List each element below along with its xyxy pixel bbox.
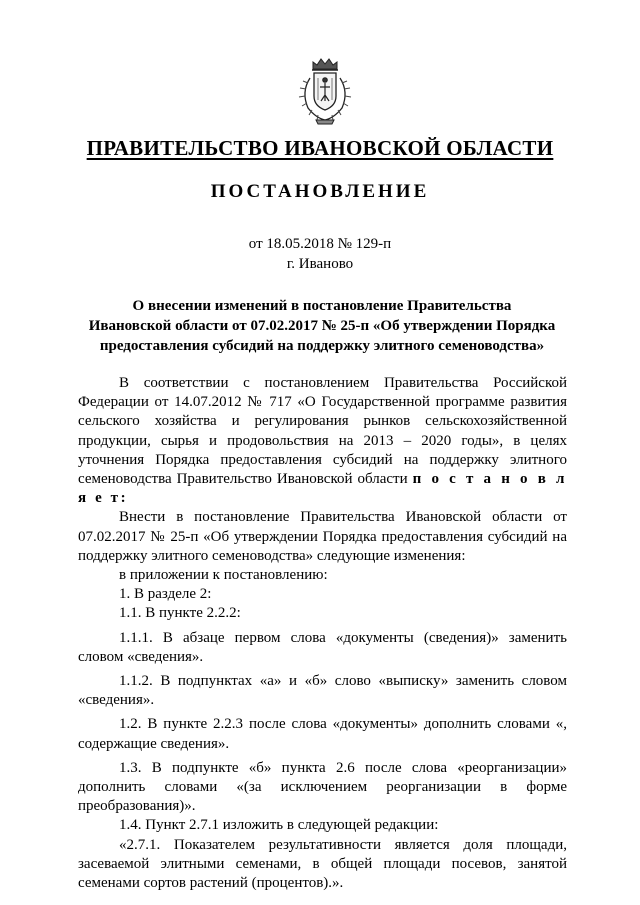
document-date-number: от 18.05.2018 № 129-п — [248, 236, 392, 252]
document-subject — [72, 296, 572, 356]
paragraph-1-3: 1.3. В подпункте «б» пункта 2.6 после слова «реорганизации» дополнить словами «(за исключением реорганизации в форме преобразования)». — [78, 759, 567, 815]
paragraph-1: 1. В разделе 2: — [119, 586, 212, 603]
paragraph-2-7-1: «2.7.1. Показателем результативности является доля площади, засеваемой элитными семенами, в общей площади посевов, занятой семенами сортов растений (процентов).». — [78, 836, 567, 892]
paragraph-1-1: 1.1. В пункте 2.2.2: — [119, 605, 241, 622]
preamble-paragraph: В соответствии с постановлением Правительства Российской Федерации от 14.07.2012 № 717 «О Государственной программе развития сельского хозяйства и регулирования рынков сельскохозяйственной продукции, сырья и продовольствия на 2013 – 2020 годы», в целях уточнения Порядка предоставления субсидий на поддержку элитного семеноводства Правительство Ивановской области п о с т а н о в л я е т: — [78, 375, 567, 507]
decree-word: п о с т а н о в л я е т: — [78, 471, 567, 507]
document-type: ПОСТАНОВЛЕНИЕ — [210, 181, 430, 202]
subject-line: Ивановской области от 07.02.2017 № 25-п «Об утверждении Порядка — [88, 318, 556, 334]
paragraph-1-2: 1.2. В пункте 2.2.3 после слова «документы» дополнить словами «, содержащие сведения». — [78, 716, 567, 752]
document-city: г. Иваново — [286, 256, 354, 272]
coat-of-arms-icon — [296, 56, 354, 126]
paragraph-annex: в приложении к постановлению: — [119, 567, 328, 584]
paragraph-1-1-1: 1.1.1. В абзаце первом слова «документы (сведения)» заменить словом «сведения». — [78, 629, 567, 665]
paragraph-intro: Внести в постановление Правительства Ивановской области от 07.02.2017 № 25-п «Об утверждении Порядка предоставления субсидий на поддержку элитного семеноводства» следующие изменения: — [78, 509, 567, 564]
paragraph-1-1-2: 1.1.2. В подпунктах «а» и «б» слово «выписку» заменить словом «сведения». — [78, 673, 567, 709]
paragraph-1-4: 1.4. Пункт 2.7.1 изложить в следующей редакции: — [119, 817, 439, 834]
subject-line: О внесении изменений в постановление Правительства — [132, 298, 512, 314]
government-title: ПРАВИТЕЛЬСТВО ИВАНОВСКОЙ ОБЛАСТИ — [86, 136, 554, 160]
document-body — [78, 374, 567, 893]
subject-line: предоставления субсидий на поддержку элитного семеноводства» — [99, 338, 545, 354]
